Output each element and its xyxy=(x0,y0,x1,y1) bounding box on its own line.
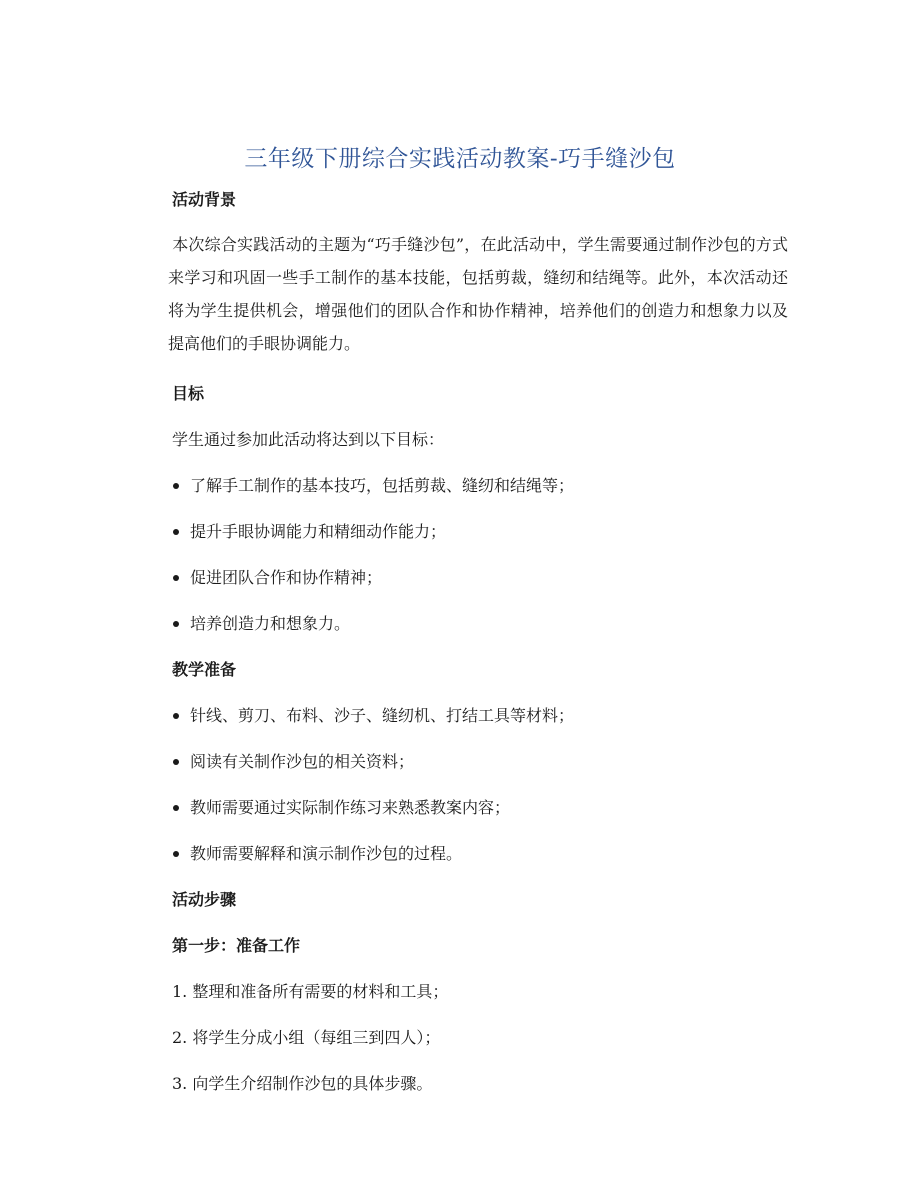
background-paragraph xyxy=(168,228,788,360)
list-item: 2. 将学生分成小组（每组三到四人）； xyxy=(172,1028,441,1047)
section-heading-preparation: 教学准备 xyxy=(172,660,237,679)
preparation-item-text: 阅读有关制作沙包的相关资料； xyxy=(190,752,415,771)
bullet-icon xyxy=(173,805,179,811)
list-item xyxy=(172,702,788,730)
list-item xyxy=(172,748,788,776)
step1-list xyxy=(172,978,788,1098)
list-item xyxy=(172,794,788,822)
preparation-item-text: 针线、剪刀、布料、沙子、缝纫机、打结工具等材料； xyxy=(190,706,575,725)
bullet-icon xyxy=(173,621,179,627)
background-text: 本次综合实践活动的主题为“巧手缝沙包”，在此活动中，学生需要通过制作沙包的方式来学习和巩固一些手工制作的基本技能，包括剪裁，缝纫和结绳等。此外，本次活动还将为学生提供机会，增强他们的团队合作和协作精神，培养他们的创造力和想象力以及提高他们的手眼协调能力。 xyxy=(168,235,788,353)
goals-item-text: 促进团队合作和协作精神； xyxy=(190,568,383,587)
list-item xyxy=(172,564,788,592)
bullet-icon xyxy=(173,851,179,857)
document-content xyxy=(168,186,788,1098)
bullet-icon xyxy=(173,713,179,719)
goals-intro: 学生通过参加此活动将达到以下目标： xyxy=(172,430,445,449)
goals-list xyxy=(172,472,788,638)
preparation-item-text: 教师需要通过实际制作练习来熟悉教案内容； xyxy=(190,798,511,817)
bullet-icon xyxy=(173,529,179,535)
section-heading-goals: 目标 xyxy=(172,384,205,403)
goals-item-text: 提升手眼协调能力和精细动作能力； xyxy=(190,522,447,541)
list-item xyxy=(172,840,788,868)
goals-item-text: 了解手工制作的基本技巧，包括剪裁、缝纫和结绳等； xyxy=(190,476,575,495)
list-item xyxy=(172,518,788,546)
section-heading-background: 活动背景 xyxy=(172,190,237,209)
bullet-icon xyxy=(173,575,179,581)
bullet-icon xyxy=(173,483,179,489)
list-item: 3. 向学生介绍制作沙包的具体步骤。 xyxy=(172,1074,433,1093)
list-item xyxy=(172,472,788,500)
bullet-icon xyxy=(173,759,179,765)
step1-heading: 第一步：准备工作 xyxy=(172,936,301,955)
document-title: 三年级下册综合实践活动教案-巧手缝沙包 xyxy=(244,146,676,172)
section-heading-steps: 活动步骤 xyxy=(172,890,237,909)
preparation-item-text: 教师需要解释和演示制作沙包的过程。 xyxy=(190,844,463,863)
preparation-list xyxy=(172,702,788,868)
goals-item-text: 培养创造力和想象力。 xyxy=(190,614,351,633)
list-item xyxy=(172,610,788,638)
list-item: 1. 整理和准备所有需要的材料和工具； xyxy=(172,982,449,1001)
